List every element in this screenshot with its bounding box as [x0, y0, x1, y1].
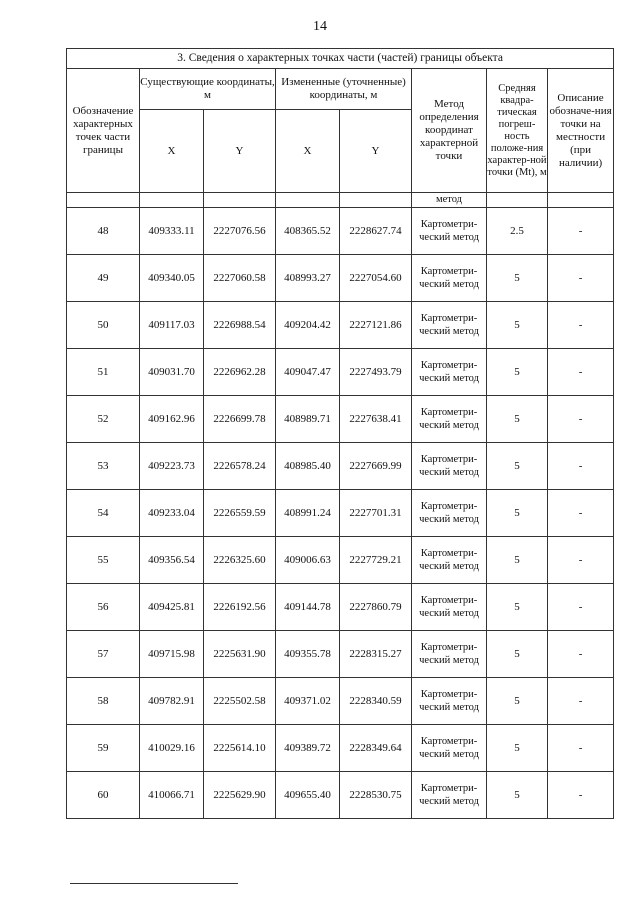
- cell-changed-y: 2228349.64: [340, 725, 412, 772]
- cell-existing-y: 2226988.54: [204, 302, 276, 349]
- cell-description: -: [548, 490, 614, 537]
- cell-description: -: [548, 443, 614, 490]
- cell-point-number: 51: [67, 349, 140, 396]
- coordinates-table: [66, 48, 614, 819]
- cell-existing-x: 409031.70: [140, 349, 204, 396]
- cell-method: Картометри-ческий метод: [412, 443, 487, 490]
- cell-changed-x: 408991.24: [276, 490, 340, 537]
- cell-existing-y: 2227060.58: [204, 255, 276, 302]
- cell-method: Картометри-ческий метод: [412, 255, 487, 302]
- cell-point-number: 48: [67, 208, 140, 255]
- cell-changed-y: 2227729.21: [340, 537, 412, 584]
- cell-method: Картометри-ческий метод: [412, 537, 487, 584]
- cell-changed-x: 409371.02: [276, 678, 340, 725]
- cell-changed-x: 409655.40: [276, 772, 340, 819]
- cell-existing-x: 409715.98: [140, 631, 204, 678]
- cell-existing-x: 409223.73: [140, 443, 204, 490]
- header-changed-x: X: [276, 110, 340, 193]
- cell-existing-y: 2226325.60: [204, 537, 276, 584]
- cell-changed-x: 409144.78: [276, 584, 340, 631]
- cell-description: -: [548, 678, 614, 725]
- cell-existing-y: 2226192.56: [204, 584, 276, 631]
- cell-description: -: [548, 396, 614, 443]
- table-row: [67, 490, 614, 537]
- table-row: [67, 678, 614, 725]
- cell-point-number: 60: [67, 772, 140, 819]
- cell-method: Картометри-ческий метод: [412, 396, 487, 443]
- cell-changed-x: 409355.78: [276, 631, 340, 678]
- cell-changed-y: 2227701.31: [340, 490, 412, 537]
- table-row: [67, 255, 614, 302]
- cell-method: Картометри-ческий метод: [412, 772, 487, 819]
- cell-point-number: 52: [67, 396, 140, 443]
- cell-changed-y: 2228530.75: [340, 772, 412, 819]
- cell-method: Картометри-ческий метод: [412, 302, 487, 349]
- cell-existing-y: 2226559.59: [204, 490, 276, 537]
- header-description: Описание обозначе-ния точки на местности (при наличии): [548, 69, 614, 193]
- table-row: [67, 772, 614, 819]
- cell-method: Картометри-ческий метод: [412, 584, 487, 631]
- cell-existing-y: 2225631.90: [204, 631, 276, 678]
- cell-method: Картометри-ческий метод: [412, 208, 487, 255]
- header-changed-coords: Измененные (уточненные) координаты, м: [276, 69, 412, 110]
- cell-rms-error: 5: [487, 537, 548, 584]
- cell-method: Картометри-ческий метод: [412, 349, 487, 396]
- continuation-method: метод: [412, 193, 487, 208]
- cell-existing-y: 2226578.24: [204, 443, 276, 490]
- cell-changed-x: 408989.71: [276, 396, 340, 443]
- cell-rms-error: 5: [487, 396, 548, 443]
- cell-changed-y: 2227493.79: [340, 349, 412, 396]
- table-row: [67, 396, 614, 443]
- cell-changed-x: 409006.63: [276, 537, 340, 584]
- page-number: 14: [313, 19, 327, 34]
- cell-changed-x: 409047.47: [276, 349, 340, 396]
- cell-changed-y: 2228627.74: [340, 208, 412, 255]
- cell-rms-error: 5: [487, 349, 548, 396]
- cell-changed-y: 2227121.86: [340, 302, 412, 349]
- cell-method: Картометри-ческий метод: [412, 725, 487, 772]
- cell-existing-y: 2226962.28: [204, 349, 276, 396]
- cell-existing-y: 2226699.78: [204, 396, 276, 443]
- cell-rms-error: 5: [487, 725, 548, 772]
- cell-description: -: [548, 302, 614, 349]
- table-row: [67, 302, 614, 349]
- table-row: [67, 208, 614, 255]
- cell-rms-error: 5: [487, 490, 548, 537]
- cell-existing-y: 2227076.56: [204, 208, 276, 255]
- cell-existing-y: 2225502.58: [204, 678, 276, 725]
- cell-existing-x: 409333.11: [140, 208, 204, 255]
- cell-point-number: 55: [67, 537, 140, 584]
- cell-rms-error: 5: [487, 631, 548, 678]
- cell-changed-x: 409204.42: [276, 302, 340, 349]
- cell-changed-y: 2227860.79: [340, 584, 412, 631]
- cell-existing-x: 409162.96: [140, 396, 204, 443]
- header-existing-coords: Существующие координаты, м: [140, 69, 276, 110]
- cell-existing-x: 410029.16: [140, 725, 204, 772]
- cell-description: -: [548, 584, 614, 631]
- header-rms-error: Средняя квадра-тическая погреш-ность положе-ния характер-ной точки (Mt), м: [487, 69, 548, 193]
- cell-rms-error: 5: [487, 772, 548, 819]
- cell-changed-y: 2227669.99: [340, 443, 412, 490]
- cell-changed-x: 408985.40: [276, 443, 340, 490]
- cell-existing-x: 410066.71: [140, 772, 204, 819]
- cell-description: -: [548, 631, 614, 678]
- cell-rms-error: 5: [487, 255, 548, 302]
- cell-method: Картометри-ческий метод: [412, 631, 487, 678]
- section-title: 3. Сведения о характерных точках части (частей) границы объекта: [67, 49, 614, 69]
- cell-rms-error: 5: [487, 678, 548, 725]
- table-row: [67, 631, 614, 678]
- footnote-separator: [70, 883, 238, 884]
- cell-point-number: 49: [67, 255, 140, 302]
- cell-changed-y: 2228315.27: [340, 631, 412, 678]
- cell-changed-x: 409389.72: [276, 725, 340, 772]
- cell-existing-x: 409425.81: [140, 584, 204, 631]
- cell-rms-error: 2.5: [487, 208, 548, 255]
- cell-existing-x: 409117.03: [140, 302, 204, 349]
- cell-point-number: 54: [67, 490, 140, 537]
- cell-rms-error: 5: [487, 584, 548, 631]
- cell-point-number: 53: [67, 443, 140, 490]
- cell-existing-x: 409233.04: [140, 490, 204, 537]
- cell-existing-x: 409782.91: [140, 678, 204, 725]
- header-existing-x: X: [140, 110, 204, 193]
- cell-existing-y: 2225614.10: [204, 725, 276, 772]
- cell-existing-x: 409356.54: [140, 537, 204, 584]
- cell-point-number: 59: [67, 725, 140, 772]
- cell-changed-y: 2227638.41: [340, 396, 412, 443]
- cell-description: -: [548, 349, 614, 396]
- header-changed-y: Y: [340, 110, 412, 193]
- cell-description: -: [548, 537, 614, 584]
- header-point-designation: Обозначение характерных точек части границы: [67, 69, 140, 193]
- cell-rms-error: 5: [487, 443, 548, 490]
- cell-rms-error: 5: [487, 302, 548, 349]
- table-row: [67, 537, 614, 584]
- cell-method: Картометри-ческий метод: [412, 490, 487, 537]
- cell-point-number: 57: [67, 631, 140, 678]
- cell-point-number: 50: [67, 302, 140, 349]
- cell-changed-y: 2227054.60: [340, 255, 412, 302]
- cell-description: -: [548, 255, 614, 302]
- cell-point-number: 58: [67, 678, 140, 725]
- cell-changed-y: 2228340.59: [340, 678, 412, 725]
- cell-existing-y: 2225629.90: [204, 772, 276, 819]
- continuation-row: [67, 193, 614, 208]
- cell-point-number: 56: [67, 584, 140, 631]
- cell-description: -: [548, 725, 614, 772]
- table-row: [67, 725, 614, 772]
- header-existing-y: Y: [204, 110, 276, 193]
- table-row: [67, 349, 614, 396]
- cell-description: -: [548, 208, 614, 255]
- cell-description: -: [548, 772, 614, 819]
- cell-existing-x: 409340.05: [140, 255, 204, 302]
- cell-changed-x: 408993.27: [276, 255, 340, 302]
- cell-method: Картометри-ческий метод: [412, 678, 487, 725]
- cell-changed-x: 408365.52: [276, 208, 340, 255]
- table-row: [67, 584, 614, 631]
- header-method: Метод определения координат характерной точки: [412, 69, 487, 193]
- table-row: [67, 443, 614, 490]
